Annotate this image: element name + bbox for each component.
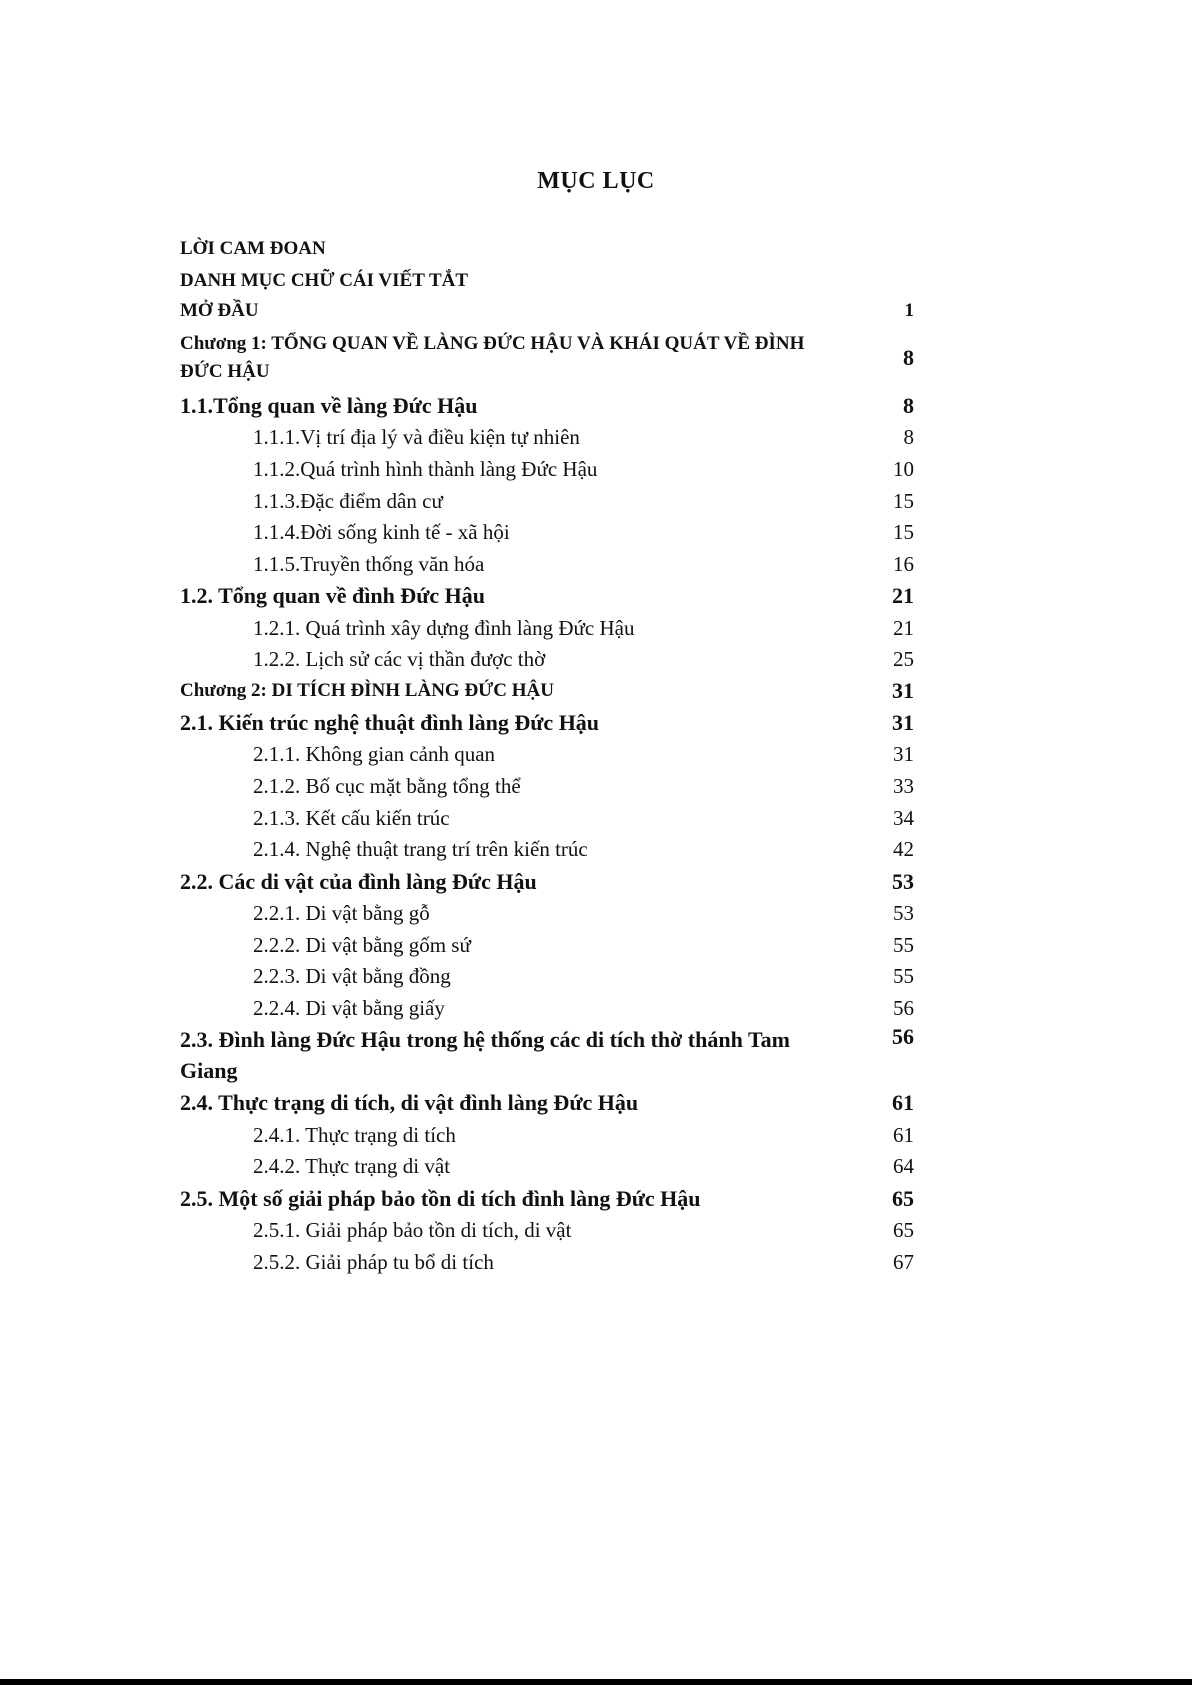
toc-subsection-label: 1.1.4.Đời sống kinh tế - xã hội [253, 520, 510, 545]
scan-edge-strip [0, 1679, 1192, 1685]
toc-subsection [180, 549, 914, 581]
toc-entry-front [180, 296, 914, 326]
toc-subsection-page: 64 [893, 1154, 914, 1179]
toc-subsection-page: 65 [893, 1218, 914, 1243]
toc-subsection-label: 2.1.4. Nghệ thuật trang trí trên kiến trúc [253, 837, 588, 862]
toc-section-label: 2.5. Một số giải pháp bảo tồn di tích đình làng Đức Hậu [180, 1185, 701, 1211]
toc-subsection [180, 1119, 914, 1151]
toc-entry-front [180, 232, 914, 266]
toc-subsection-page: 31 [893, 742, 914, 767]
table-of-contents [180, 232, 914, 1278]
toc-entry-front [180, 266, 914, 296]
toc-section-page: 56 [892, 1024, 914, 1050]
toc-section-page: 21 [892, 583, 914, 609]
toc-subsection-label: 2.1.1. Không gian cảnh quan [253, 742, 496, 767]
toc-subsection-page: 55 [893, 964, 914, 989]
toc-subsection [180, 771, 914, 803]
toc-subsection-page: 42 [893, 837, 914, 862]
toc-entry-page: 1 [904, 300, 914, 321]
toc-section-2-1 [180, 707, 914, 739]
toc-subsection-label: 1.1.5.Truyền thống văn hóa [253, 552, 485, 577]
toc-section-label: 2.4. Thực trạng di tích, di vật đình làng Đức Hậu [180, 1090, 639, 1116]
toc-section-label: 1.1.Tổng quan về làng Đức Hậu [180, 393, 478, 418]
toc-subsection-page: 67 [893, 1249, 914, 1274]
toc-subsection-label: 2.4.1. Thực trạng di tích [253, 1122, 456, 1147]
toc-subsection-page: 16 [893, 552, 914, 577]
toc-subsection-page: 21 [893, 615, 914, 640]
toc-subsection-page: 15 [893, 520, 914, 545]
toc-subsection-page: 33 [893, 773, 914, 798]
toc-section-page: 8 [903, 393, 914, 418]
toc-subsection [180, 929, 914, 961]
toc-subsection [180, 993, 914, 1025]
toc-subsection-page: 8 [903, 425, 914, 450]
toc-subsection-label: 2.5.2. Giải pháp tu bổ di tích [253, 1249, 494, 1274]
toc-section-2-5 [180, 1183, 914, 1215]
page-title: MỤC LỤC [537, 168, 655, 194]
toc-subsection [180, 1246, 914, 1278]
toc-entry-label: MỞ ĐẦU [180, 300, 259, 321]
toc-chapter-page: 8 [903, 345, 914, 370]
toc-subsection-page: 53 [893, 900, 914, 925]
toc-subsection-page: 55 [893, 932, 914, 957]
toc-subsection-label: 1.1.3.Đặc điểm dân cư [253, 488, 443, 513]
toc-chapter-1 [180, 326, 914, 390]
toc-chapter-label: Chương 2: DI TÍCH ĐÌNH LÀNG ĐỨC HẬU [180, 680, 554, 702]
toc-subsection-label: 2.1.3. Kết cấu kiến trúc [253, 805, 450, 830]
toc-section-label: 2.2. Các di vật của đình làng Đức Hậu [180, 868, 537, 894]
toc-chapter-page: 31 [892, 678, 914, 704]
toc-subsection [180, 834, 914, 866]
toc-subsection-label: 2.5.1. Giải pháp bảo tồn di tích, di vật [253, 1218, 572, 1243]
toc-subsection [180, 1215, 914, 1247]
toc-subsection [180, 517, 914, 549]
toc-subsection-page: 15 [893, 488, 914, 513]
toc-section-2-2 [180, 866, 914, 898]
toc-section-2-3 [180, 1024, 914, 1087]
toc-subsection [180, 485, 914, 517]
toc-section-1-2 [180, 580, 914, 612]
toc-subsection [180, 1151, 914, 1183]
toc-section-label: 2.1. Kiến trúc nghệ thuật đình làng Đức Hậu [180, 709, 600, 735]
toc-section-label: 1.2. Tổng quan về đình Đức Hậu [180, 583, 486, 609]
toc-subsection-page: 56 [893, 995, 914, 1020]
toc-subsection-page: 10 [893, 457, 914, 482]
toc-entry-label: DANH MỤC CHỮ CÁI VIẾT TẮT [180, 270, 469, 291]
toc-subsection-page: 61 [893, 1122, 914, 1147]
toc-section-page: 61 [892, 1090, 914, 1116]
toc-subsection-label: 1.1.2.Quá trình hình thành làng Đức Hậu [253, 457, 598, 482]
toc-section-page: 65 [892, 1185, 914, 1211]
toc-subsection [180, 802, 914, 834]
toc-subsection [180, 612, 914, 644]
toc-subsection [180, 422, 914, 454]
toc-chapter-label: Chương 1: TỔNG QUAN VỀ LÀNG ĐỨC HẬU VÀ KHÁI QUÁT VỀ ĐÌNH ĐỨC HẬU [180, 333, 805, 382]
toc-subsection-label: 2.2.1. Di vật bằng gỗ [253, 900, 430, 925]
toc-subsection [180, 898, 914, 930]
toc-section-page: 53 [892, 868, 914, 894]
toc-subsection-page: 25 [893, 647, 914, 672]
toc-chapter-2 [180, 676, 914, 707]
toc-section-1-1 [180, 390, 914, 422]
toc-section-page: 31 [892, 709, 914, 735]
toc-subsection-label: 1.2.2. Lịch sử các vị thần được thờ [253, 647, 546, 672]
toc-subsection-label: 2.4.2. Thực trạng di vật [253, 1154, 451, 1179]
toc-subsection [180, 739, 914, 771]
toc-subsection [180, 454, 914, 486]
toc-subsection [180, 961, 914, 993]
toc-subsection-label: 2.2.2. Di vật bằng gốm sứ [253, 932, 471, 957]
toc-subsection-page: 34 [893, 805, 914, 830]
toc-subsection-label: 1.1.1.Vị trí địa lý và điều kiện tự nhiên [253, 425, 580, 450]
toc-subsection-label: 2.2.4. Di vật bằng giấy [253, 995, 445, 1020]
toc-section-2-4 [180, 1087, 914, 1119]
toc-subsection [180, 644, 914, 676]
toc-subsection-label: 2.2.3. Di vật bằng đồng [253, 964, 451, 989]
toc-section-label: 2.3. Đình làng Đức Hậu trong hệ thống các di tích thờ thánh Tam Giang [180, 1027, 790, 1084]
toc-subsection-label: 2.1.2. Bố cục mặt bằng tổng thể [253, 773, 521, 798]
toc-subsection-label: 1.2.1. Quá trình xây dựng đình làng Đức Hậu [253, 615, 635, 640]
toc-entry-label: LỜI CAM ĐOAN [180, 238, 326, 259]
